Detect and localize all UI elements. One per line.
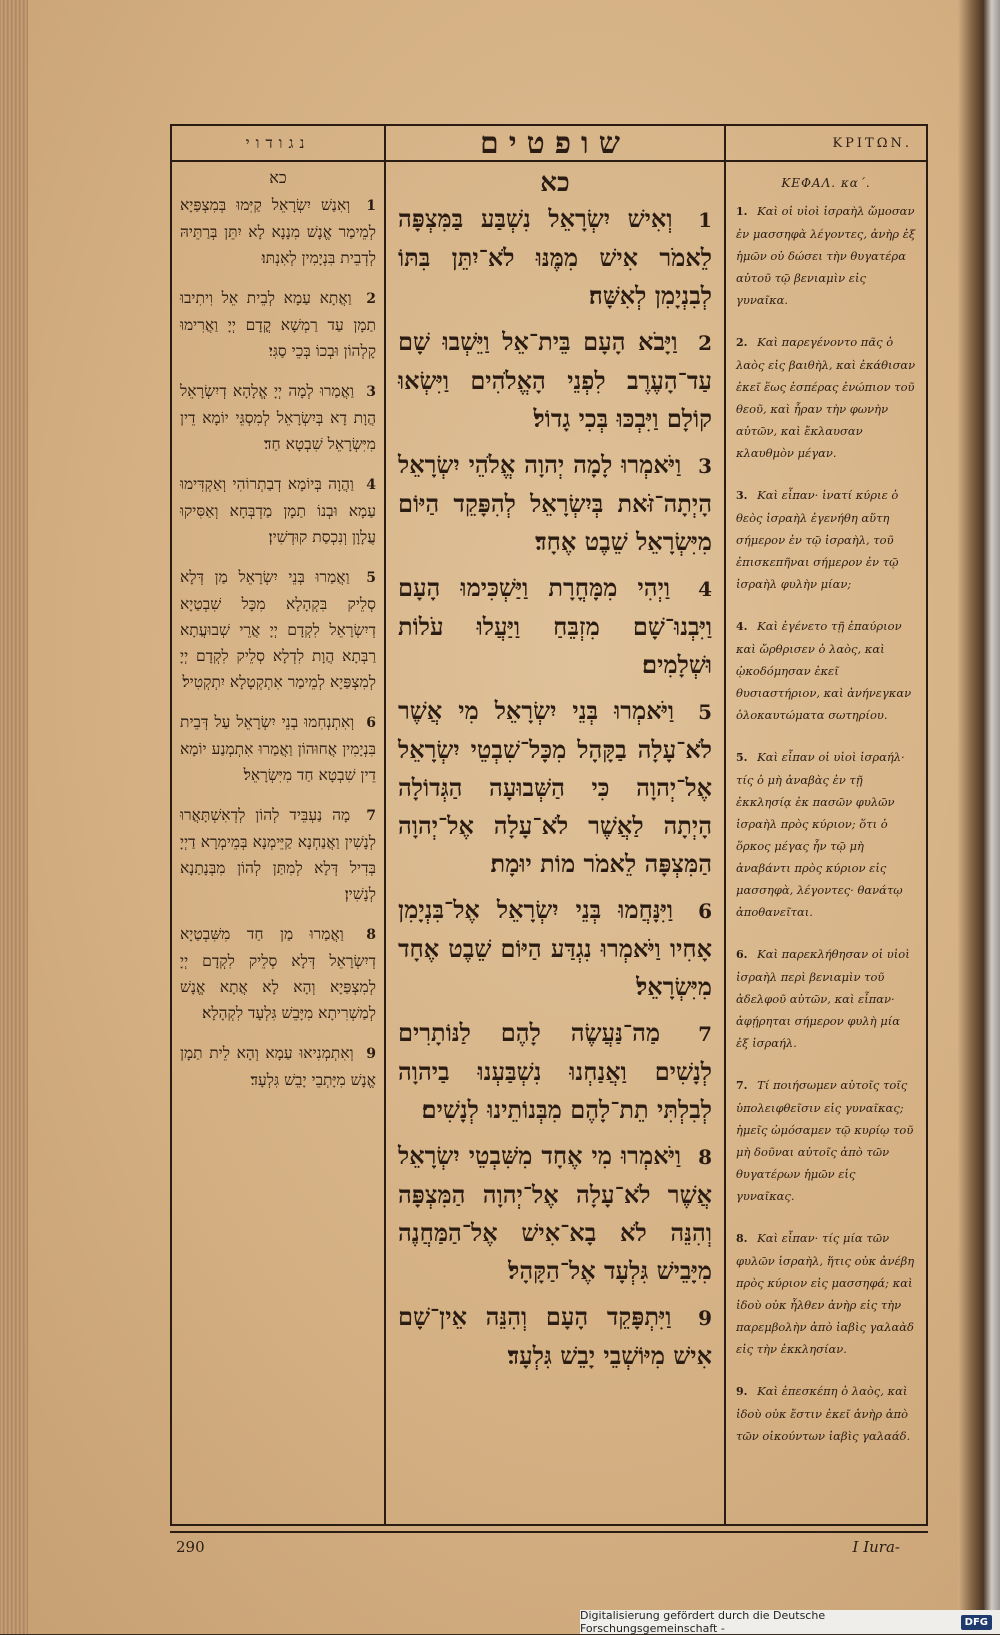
hebrew-verse-number: 9 [698, 1306, 712, 1330]
hebrew-verse-text: וַיְהִי מִמָּחֳרָת וַיַּשְׁכִּימוּ הָעָם וַיִּבְנוּ־שָׁם מִזְבֵּחַ וַיַּעֲלוּ עֹלוֹת וּשְׁלָמִים׃ [398, 573, 712, 679]
text-frame [170, 124, 928, 1526]
footer-rule [170, 1531, 928, 1533]
hebrew-chapter-number: כא [540, 168, 570, 198]
aramaic-verse [180, 285, 376, 364]
aramaic-verse-number: 2 [366, 291, 376, 307]
hebrew-verse [398, 891, 712, 1006]
digitization-notice-bar [580, 1610, 1000, 1634]
aramaic-verse [180, 564, 376, 695]
hebrew-verse-number: 1 [698, 208, 712, 232]
greek-column-header: ΚΡΙΤΩΝ. [726, 126, 926, 162]
hebrew-verse-text: וְאִישׁ יִשְׂרָאֵל נִשְׁבַּע בַּמִּצְפָּה לֵאמֹר אִישׁ מִמֶּנּוּ לֹא־יִתֵּן בִּתּוֹ לְבִנְיָמִן לְאִשָּׁה׃ [398, 204, 712, 310]
aramaic-verse-number: 1 [366, 198, 376, 214]
page-fore-edge [0, 0, 28, 1634]
aramaic-verse [180, 709, 376, 788]
hebrew-verse [398, 200, 712, 315]
greek-verse-text: Καὶ ἐπεσκέπη ὁ λαὸς, καὶ ἰδοὺ οὐκ ἔστιν ἐκεῖ ἀνὴρ ἀπὸ τῶν οἰκούντων ἰαβὶς γαλαάδ. [736, 1384, 911, 1443]
aramaic-verse-list [180, 192, 376, 1093]
hebrew-verse-text: וַיֹּאמְרוּ לָמָה יְהוָה אֱלֹהֵי יִשְׂרָאֵל הָיְתָה־זֹּאת בְּיִשְׂרָאֵל לְהִפָּקֵד הַיּוֹם מִיִּשְׂרָאֵל שֵׁבֶט אֶחָד׃ [398, 450, 712, 556]
hebrew-verse-list [398, 200, 712, 1375]
greek-verse [736, 484, 916, 595]
greek-verse [736, 746, 916, 923]
greek-column [726, 126, 926, 1524]
aramaic-verse-text: וַאֲמַרוּ מַן חַד מִשִּׁבְטַיָא דְיִשְׂרָאֵל דְּלָא סְלֵיק לִקְדָם יְיָ לְמִצְפַּיָא וְהָא לָא אֲתָא אֱנָשׁ לְמַשְׁרִיתָא מִיָּבֵשׁ גִּלְעָד לִקְהָלָא׃ [180, 925, 376, 1022]
hebrew-verse-text: וַיֹּאמְרוּ מִי אֶחָד מִשִּׁבְטֵי יִשְׂרָאֵל אֲשֶׁר לֹא־עָלָה אֶל־יְהוָה הַמִּצְפָּה וְהִנֵּה לֹא בָא־אִישׁ אֶל־הַמַּחֲנֶה מִיָּבֵישׁ גִּלְעָד אֶל־הַקָּהָל׃ [398, 1141, 712, 1285]
hebrew-verse-number: 6 [698, 899, 712, 923]
hebrew-verse [398, 692, 712, 883]
aramaic-verse-text: וַאֲתָא עַמָא לְבֵית אֵל וִיתִיבוּ תַמָן עַד רַמְשָׁא קֳדָם יְיָ וַאֲרִימוּ קָלְהוֹן וּבְכוֹ בְּכֵי סַגִּי׃ [180, 289, 376, 360]
hebrew-verse-text: וַיִּתְפָּקֵד הָעָם וְהִנֵּה אֵין־שָׁם אִישׁ מִיּוֹשְׁבֵי יָבֵשׁ גִּלְעָד׃ [398, 1302, 712, 1370]
greek-verse [736, 1074, 916, 1207]
greek-verse-number: 8. [736, 1232, 748, 1245]
hebrew-verse-text: וַיָּבֹא הָעָם בֵּית־אֵל וַיֵּשְׁבוּ שָׁם עַד־הָעֶרֶב לִפְנֵי הָאֱלֹהִים וַיִּשְׂאוּ קוֹלָם וַיִּבְכּוּ בְּכִי גָדוֹל׃ [398, 327, 712, 433]
aramaic-verse-text: מָה נַעְבֵּיד לְהוֹן לְדְאִשְׁתָּאֲרוּ לְנָשִׁין וַאֲנַחְנָא קַיֵּימְנָא בְּמֵימְרָא דַיְיָ בְּדִיל דְּלָא לְמִתַּן לְהוֹן מִבְּנָתַנָא לְנָשִׁין׃ [180, 806, 376, 903]
greek-verse-number: 9. [736, 1385, 748, 1398]
greek-verse-text: Καὶ ἐγένετο τῇ ἐπαύριον καὶ ὤρθρισεν ὁ λαὸς, καὶ ᾠκοδόμησαν ἐκεῖ θυσιαστήριον, καὶ ἀνήνεγκαν ὁλοκαυτώματα σωτηρίου. [736, 619, 912, 722]
aramaic-chapter-number: כא [269, 168, 287, 187]
greek-verse-text: Καὶ οἱ υἱοὶ ἰσραὴλ ὤμοσαν ἐν μασσηφὰ λέγοντες, ἀνὴρ ἐξ ἡμῶν οὐ δώσει τὴν θυγατέρα αὐτοῦ τῷ βενιαμὶν εἰς γυναῖκα. [736, 204, 916, 307]
aramaic-verse [180, 1040, 376, 1093]
hebrew-verse-number: 5 [698, 700, 712, 724]
greek-verse-number: 2. [736, 336, 748, 349]
greek-verse-text: Καὶ παρεγένοντο πᾶς ὁ λαὸς εἰς βαιθὴλ, καὶ ἐκάθισαν ἐκεῖ ἕως ἑσπέρας ἐνώπιον τοῦ θεοῦ, καὶ ἦραν τὴν φωνὴν αὐτῶν, καὶ ἔκλαυσαν κλαυθμὸν μέγαν. [736, 335, 916, 460]
greek-verse-number: 3. [736, 489, 748, 502]
greek-verse [736, 331, 916, 464]
hebrew-verse [398, 1298, 712, 1375]
hebrew-verse [398, 1014, 712, 1129]
greek-verse [736, 943, 916, 1054]
aramaic-column [172, 126, 386, 1524]
greek-verse-number: 4. [736, 620, 748, 633]
page-number: 290 [176, 1538, 205, 1556]
hebrew-verse [398, 446, 712, 561]
aramaic-verse-number: 3 [366, 384, 376, 400]
hebrew-column-header: שופטים [386, 126, 724, 162]
greek-verse-text: Καὶ εἶπαν οἱ υἱοὶ ἰσραήλ· τίς ὁ μὴ ἀναβὰς ἐν τῇ ἐκκλησίᾳ ἐκ πασῶν φυλῶν ἰσραὴλ πρὸς κύριον; ὅτι ὁ ὅρκος μέγας ἦν τῷ μὴ ἀναβάντι πρὸς κύριον εἰς μασσηφὰ, λέγοντες· θανάτῳ ἀποθανεῖται. [736, 750, 905, 919]
hebrew-verse-number: 3 [698, 454, 713, 478]
greek-verse-text: Καὶ παρεκλήθησαν οἱ υἱοὶ ἰσραὴλ περὶ βενιαμὶν τοῦ ἀδελφοῦ αὐτῶν, καὶ εἶπαν· ἀφῄρηται σήμερον φυλὴ μία ἐξ ἰσραήλ. [736, 947, 910, 1050]
aramaic-verse-text: וַאֲמַרוּ בְּנֵי יִשְׂרָאֵל מַן דְּלָא סְלֵיק בִּקְהָלָא מִכָּל שִׁבְטַיָא דְיִשְׂרָאֵל לִקְדָם יְיָ אֲרֵי שְׁבוּעֲתָא רַבְּתָא הֲוָת לִדְלָא סְלֵיק לִקְדָם יְיָ לְמִצְפַּיָא לְמֵימַר אִתְקְטָלָא יִתְקְטִיל׃ [180, 568, 376, 691]
greek-verse-number: 7. [736, 1079, 748, 1092]
greek-verse-text: Καὶ εἶπαν· τίς μία τῶν φυλῶν ἰσραὴλ, ἥτις οὐκ ἀνέβη πρὸς κύριον εἰς μασσηφά; καὶ ἰδοὺ οὐκ ἦλθεν ἀνὴρ εἰς τὴν παρεμβολὴν ἀπὸ ἰαβὶς γαλαὰδ εἰς τὴν ἐκκλησίαν. [736, 1231, 915, 1356]
aramaic-verse-text: וַאֲמַרוּ לְמָה יְיָ אֱלָהָא דְיִשְׂרָאֵל הֲוָת דָא בְּיִשְׂרָאֵל לְמִסְגֵּי יוֹמָא דֵין מִיִּשְׂרָאֵל שִׁבְטָא חַד׃ [180, 382, 376, 453]
greek-verse-number: 5. [736, 751, 748, 764]
greek-verse [736, 1227, 916, 1360]
aramaic-verse-number: 5 [366, 570, 376, 586]
greek-verse [736, 615, 916, 726]
hebrew-verse-number: 2 [698, 331, 712, 355]
hebrew-verse [398, 323, 712, 438]
catchword: I Iura- [852, 1538, 900, 1556]
aramaic-verse-text: וְאִתְמְנִיאוּ עַמָא וְהָא לֵית תַמָן אֱנָשׁ מִיָּתְבֵי יָבֵשׁ גִּלְעָד׃ [180, 1044, 376, 1089]
greek-verse [736, 200, 916, 311]
greek-chapter-heading: ΚΕΦΑΛ. κα΄. [781, 176, 871, 190]
hebrew-verse-text: וַיֹּאמְרוּ בְּנֵי יִשְׂרָאֵל מִי אֲשֶׁר לֹא־עָלָה בַקָּהָל מִכָּל־שִׁבְטֵי יִשְׂרָאֵל אֶל־יְהוָה כִּי הַשְּׁבוּעָה הַגְּדוֹלָה הָיְתָה לַאֲשֶׁר לֹא־עָלָה אֶל־יְהוָה הַמִּצְפָּה לֵאמֹר מוֹת יוּמָת׃ [398, 696, 712, 878]
book-spine [958, 0, 1000, 1634]
aramaic-column-header: נגודוי [172, 126, 384, 162]
digitization-notice: Digitalisierung gefördert durch die Deutsche Forschungsgemeinschaft - [580, 1609, 826, 1635]
aramaic-verse-number: 4 [366, 477, 376, 493]
aramaic-verse-number: 6 [366, 715, 376, 731]
hebrew-column [386, 126, 726, 1524]
hebrew-verse-text: מַה־נַּעֲשֶׂה לָהֶם לַנּוֹתָרִים לְנָשִׁים וַאֲנַחְנוּ נִשְׁבַּעְנוּ בַיהוָה לְבִלְתִּי תֵת־לָהֶם מִבְּנוֹתֵינוּ לְנָשִׁים׃ [398, 1018, 712, 1124]
aramaic-verse-text: וְאִנַשׁ יִשְׂרָאֵל קַיִּמוּ בְּמִצְפַּיָא לְמֵימַר אֱנָשׁ מִנָנָא לָא יִתֵּן בְּרַתֵּיהּ לְדְבֵית בִּנְיָמִין לְאִנְתּוּ׃ [180, 196, 376, 267]
hebrew-verse-number: 4 [698, 577, 713, 601]
hebrew-verse-text: וַיִּנָּחֲמוּ בְּנֵי יִשְׂרָאֵל אֶל־בִּנְיָמִן אָחִיו וַיֹּאמְרוּ נִגְדַּע הַיּוֹם שֵׁבֶט אֶחָד מִיִּשְׂרָאֵל׃ [398, 895, 712, 1001]
greek-verse-text: Τί ποιήσωμεν αὐτοῖς τοῖς ὑπολειφθεῖσιν εἰς γυναῖκας; ἡμεῖς ὠμόσαμεν τῷ κυρίῳ τοῦ μὴ δοῦναι αὐτοῖς ἀπὸ τῶν θυγατέρων ἡμῶν εἰς γυναῖκας. [736, 1078, 914, 1203]
aramaic-verse [180, 921, 376, 1026]
greek-verse-number: 6. [736, 948, 748, 961]
aramaic-verse [180, 192, 376, 271]
hebrew-verse [398, 1137, 712, 1290]
hebrew-verse [398, 569, 712, 684]
dfg-logo: DFG [961, 1615, 992, 1630]
hebrew-verse-number: 8 [698, 1145, 712, 1169]
greek-verse [736, 1380, 916, 1447]
aramaic-verse [180, 378, 376, 457]
aramaic-verse-number: 8 [366, 927, 376, 943]
aramaic-verse-text: וְאִתְנְחִמוּ בְנֵי יִשְׂרָאֵל עַל דְּבֵית בִּנְיָמִין אֲחוּהוֹן וַאֲמַרוּ אִתְמְנַע יוֹמָא דֵין שִׁבְטָא חַד מִיִּשְׂרָאֵל׃ [180, 713, 376, 784]
greek-verse-text: Καὶ εἶπαν· ἱνατί κύριε ὁ θεὸς ἰσραὴλ ἐγενήθη αὕτη σήμερον ἐν τῷ ἰσραὴλ, τοῦ ἐπισκεπῆναι σήμερον ἐν τῷ ἰσραὴλ φυλὴν μίαν; [736, 488, 899, 591]
greek-verse-list [736, 200, 916, 1447]
aramaic-verse-number: 7 [366, 808, 376, 824]
aramaic-verse-number: 9 [366, 1046, 376, 1062]
aramaic-verse-text: וַהֲוָה בְּיוֹמָא דְבַתְרוֹהִי וְאַקְדִּימוּ עַמָא וּבְנוֹ תַמָן מַדְבְּחָא וְאַסִּיקוּ עֲלָוָן וְנִכְסַת קוּדְשִׁין׃ [180, 475, 376, 546]
aramaic-verse [180, 802, 376, 907]
aramaic-verse [180, 471, 376, 550]
hebrew-verse-number: 7 [698, 1022, 712, 1046]
greek-verse-number: 1. [736, 205, 748, 218]
